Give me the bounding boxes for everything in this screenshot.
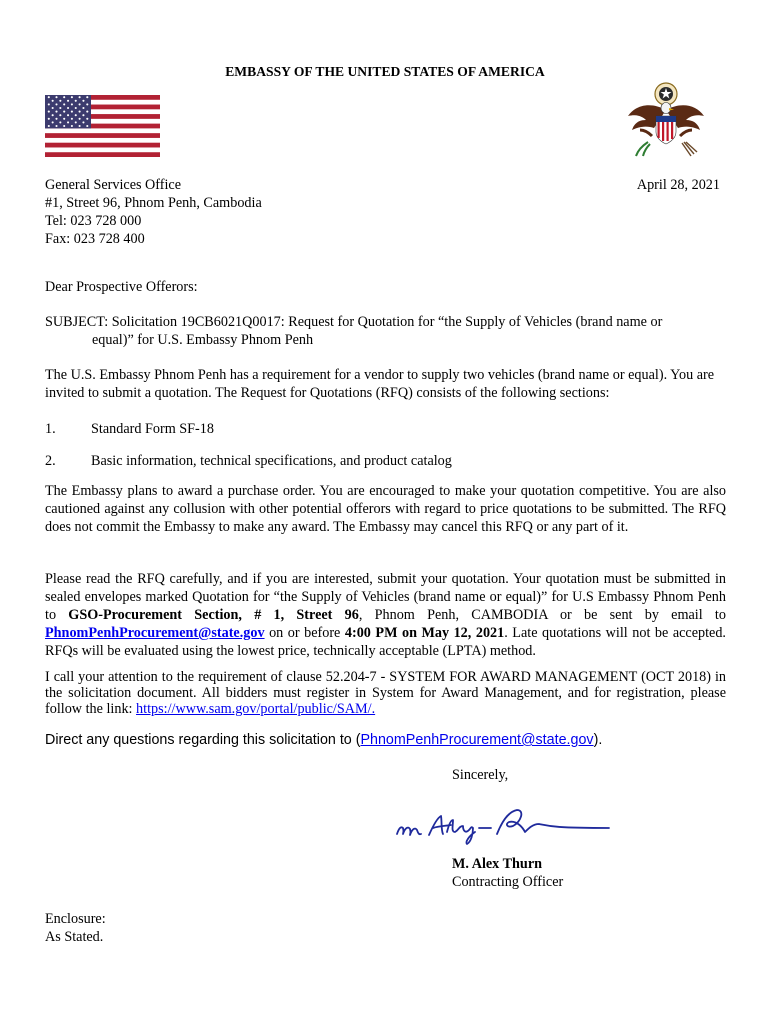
sender-address: #1, Street 96, Phnom Penh, Cambodia [45,195,262,211]
enclosure-label: Enclosure: [45,911,106,927]
letter-date: April 28, 2021 [636,177,720,193]
subject-line-1: SUBJECT: Solicitation 19CB6021Q0017: Request for Quotation for “the Supply of Vehicles (brand name or [45,314,663,330]
submission-text-4: . Late quotations will not be accepted. RFQs will be evaluated using the lowest price, technically acceptable (LPTA) method. [45,625,726,659]
sender-address-block [45,176,262,248]
sender-tel: Tel: 023 728 000 [45,213,142,229]
sender-fax: Fax: 023 728 400 [45,231,145,247]
salutation: Dear Prospective Offerors: [45,279,198,295]
section-item-2 [45,452,452,470]
questions-text: Direct any questions regarding this solicitation to ( [45,732,361,748]
questions-paragraph [45,731,735,749]
enclosure-block [45,910,106,946]
intro-paragraph: The U.S. Embassy Phnom Penh has a requirement for a vendor to supply two vehicles (brand name or equal). You are invited to submit a quotation. The Request for Quotations (RFQ) consists of the following sections: [45,367,715,401]
submission-text-3: on or before [264,625,345,641]
questions-text-end: ). [593,732,603,748]
submission-text-2: , Phnom Penh, CAMBODIA or be sent by email to [358,607,726,623]
us-flag-image [45,95,160,157]
signer-title: Contracting Officer [452,874,564,890]
section-item-1 [45,420,214,438]
sam-portal-link[interactable]: https://www.sam.gov/portal/public/SAM/. [136,701,376,717]
signer-name: M. Alex Thurn [452,856,543,872]
embassy-seal-eagle [622,80,710,162]
subject-line [45,313,725,349]
submission-text-1: Please read the RFQ carefully, and if you are interested, submit your quotation. Your quotation must be submitted in sealed envelopes marked Quotation for “the Supply of Vehicles (brand name or equal)” for U.S Embassy Phnom Penh to [45,571,726,623]
enclosure-value: As Stated. [45,929,104,945]
closing: Sincerely, [452,767,509,783]
section-text: Standard Form SF-18 [91,421,214,437]
section-number: 1. [45,421,56,437]
handwritten-signature [393,798,613,848]
submission-address: GSO-Procurement Section, # 1, Street 96 [68,607,359,623]
section-number: 2. [45,453,56,469]
section-text: Basic information, technical specifications, and product catalog [91,453,452,469]
sam-paragraph [45,669,726,717]
submission-deadline: 4:00 PM on May 12, 2021 [344,625,505,641]
procurement-email-link[interactable]: PhnomPenhProcurement@state.gov [45,625,265,641]
sam-text: I call your attention to the requirement of clause 52.204-7 - SYSTEM FOR AWARD MANAGEMENT (OCT 2018) in the solicitation document. All bidders must register in System for Award Management, and for registration, please follow the link: [45,669,726,717]
sender-office: General Services Office [45,177,182,193]
questions-email-link[interactable]: PhnomPenhProcurement@state.gov [360,732,594,748]
subject-line-2: equal)” for U.S. Embassy Phnom Penh [92,332,314,348]
embassy-heading: EMBASSY OF THE UNITED STATES OF AMERICA [225,64,545,79]
award-paragraph: The Embassy plans to award a purchase order. You are encouraged to make your quotation competitive. You are also cautioned against any collusion with other potential offerors with regard to price quotations to be submitted. The RFQ does not commit the Embassy to make any award. The Embassy may cancel this RFQ or any part of it. [45,483,726,535]
submission-paragraph [45,570,726,660]
